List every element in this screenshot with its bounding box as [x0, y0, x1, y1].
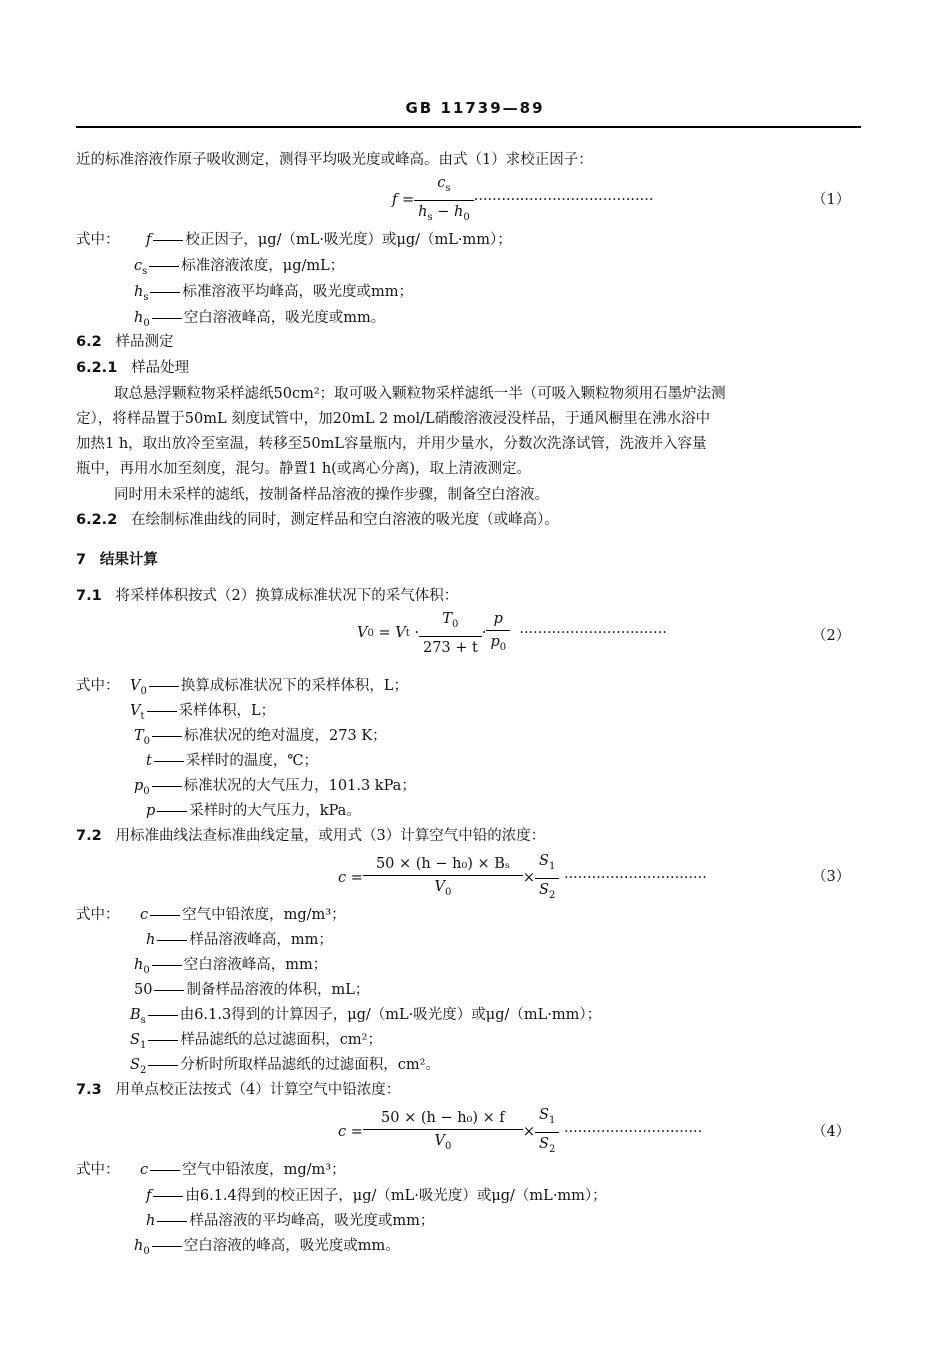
section-7-2: 7.2 用标准曲线法查标准曲线定量，或用式（3）计算空气中铅的浓度： [76, 828, 546, 844]
where2-prefix: 式中： [76, 678, 120, 694]
eq4-fraction-s: $\frac{S_1}{S_2}$ [535, 1106, 559, 1159]
eq4-number: （4） [812, 1124, 851, 1140]
eq3-number: （3） [812, 869, 851, 885]
intro-text: 近的标准溶液作原子吸收测定，测得平均吸光度或峰高。由式（1）求校正因子： [76, 152, 593, 168]
where4-item: $h_0$ 空白溶液的峰高，吸光度或mm。 [134, 1238, 400, 1257]
where3-prefix: 式中： [76, 907, 120, 923]
eq3-fraction-s: $\frac{S_1}{S_2}$ [535, 852, 559, 905]
header-rule [76, 126, 861, 128]
section-6-2-1: 6.2.1 样品处理 [76, 360, 190, 376]
section-7-1: 7.1 将采样体积按式（2）换算成标准状况下的采气体积： [76, 588, 459, 604]
where3-item: $B_s$ 由6.1.3得到的计算因子，μg/（mL·吸光度）或μg/（mL·mm）； [130, 1007, 602, 1026]
eq1-den-h: h [418, 203, 428, 220]
paragraph-line: 瓶中，再用水加至刻度，混匀。静置1 h(或离心分离)，取上清液测定。 [76, 461, 531, 477]
where2-item: $V_t$ 采样体积，L； [130, 703, 276, 722]
section-6-2-2: 6.2.2 在绘制标准曲线的同时，测定样品和空白溶液的吸光度（或峰高）。 [76, 512, 559, 528]
eq1-den-h0: h [454, 203, 464, 220]
where3-item: h 样品溶液峰高，mm； [146, 932, 333, 948]
eq4-fraction-main: $\frac{\text{50 × (h − h₀) × f}}{V_0}$ [363, 1109, 523, 1156]
eq1-lhs: f = [392, 192, 415, 209]
eq1-num-var: c [437, 175, 446, 191]
where1-item: $h_s$ 标准溶液平均峰高，吸光度或mm； [134, 284, 413, 303]
eq1-den-minus: − [437, 203, 450, 220]
equation-2: V 0 = V t · $\frac{T_0}{273 + t}$ · $\frac{p}{p_0}$ ································ [357, 611, 667, 656]
eq1-den-0: 0 [463, 211, 470, 223]
standard-header: GB 11739—89 [405, 99, 545, 117]
equation-4: c = $\frac{\text{50 × (h − h₀) × f}}{V_0}$ × $\frac{S_1}{S_2}$ ······························ [338, 1106, 702, 1159]
where4-item: c 空气中铅浓度，mg/m³； [140, 1162, 346, 1178]
paragraph-line: 同时用未采样的滤纸，按制备样品溶液的操作步骤，制备空白溶液。 [114, 487, 549, 503]
where1-item: f 校正因子，μg/（mL·吸光度）或μg/（mL·mm）； [146, 232, 512, 248]
eq2-fraction-2: $\frac{p}{p_0}$ [486, 610, 510, 657]
where3-item: c 空气中铅浓度，mg/m³； [140, 907, 346, 923]
where4-item: f 由6.1.4得到的校正因子，μg/（mL·吸光度）或μg/（mL·mm）； [146, 1188, 607, 1204]
section-7-3: 7.3 用单点校正法按式（4）计算空气中铅浓度： [76, 1082, 401, 1098]
where2-item: $p_0$ 标准状况的大气压力，101.3 kPa； [134, 778, 416, 797]
where2-item: $T_0$ 标准状况的绝对温度，273 K； [134, 728, 387, 747]
where2-item: $V_0$ 换算成标准状况下的采样体积，L； [130, 678, 408, 697]
eq1-number: （1） [812, 192, 851, 208]
equation-3: c = $\frac{\text{50 × (h − h₀) × Bₛ}}{V_0}$ × $\frac{S_1}{S_2}$ ······························· [338, 852, 707, 905]
eq1-num-sub: s [445, 182, 451, 194]
where3-item: $h_0$ 空白溶液峰高，mm； [134, 957, 328, 976]
paragraph-line: 取总悬浮颗粒物采样滤纸50cm²；取可吸入颗粒物采样滤纸一半（可吸入颗粒物须用石墨炉法测 [114, 386, 726, 402]
where1-prefix: 式中： [76, 232, 120, 248]
eq1-den-s: s [427, 211, 433, 223]
where4-prefix: 式中： [76, 1162, 120, 1178]
where2-item: t 采样时的温度，℃； [146, 753, 319, 769]
paragraph-line: 加热1 h，取出放冷至室温，转移至50mL容量瓶内，并用少量水，分数次洗涤试管，洗液并入容量 [76, 436, 707, 452]
section-6-2: 6.2 样品测定 [76, 334, 174, 350]
where3-item: 50 制备样品溶液的体积，mL； [134, 982, 370, 998]
where3-item: $S_1$ 样品滤纸的总过滤面积，cm²； [130, 1032, 382, 1051]
eq2-number: （2） [812, 628, 851, 644]
paragraph-line: 定），将样品置于50mL 刻度试管中，加20mL 2 mol/L硝酸溶液浸没样品，于通风橱里在沸水浴中 [76, 411, 711, 427]
equation-1 [392, 174, 653, 227]
where2-item: p 采样时的大气压力，kPa。 [146, 803, 361, 819]
where1-item: $h_0$ 空白溶液峰高，吸光度或mm。 [134, 310, 386, 329]
eq3-fraction-main: $\frac{\text{50 × (h − h₀) × Bₛ}}{V_0}$ [363, 855, 523, 902]
where4-item: h 样品溶液的平均峰高，吸光度或mm； [146, 1213, 435, 1229]
eq1-dots: ······································· [473, 192, 654, 209]
where1-item: $c_s$ 标准溶液浓度，μg/mL； [134, 258, 345, 277]
eq1-fraction [414, 174, 474, 227]
section-7: 7 结果计算 [76, 552, 158, 568]
eq2-fraction-1: $\frac{T_0}{273 + t}$ [419, 610, 482, 657]
where3-item: $S_2$ 分析时所取样品滤纸的过滤面积，cm²。 [130, 1057, 440, 1076]
